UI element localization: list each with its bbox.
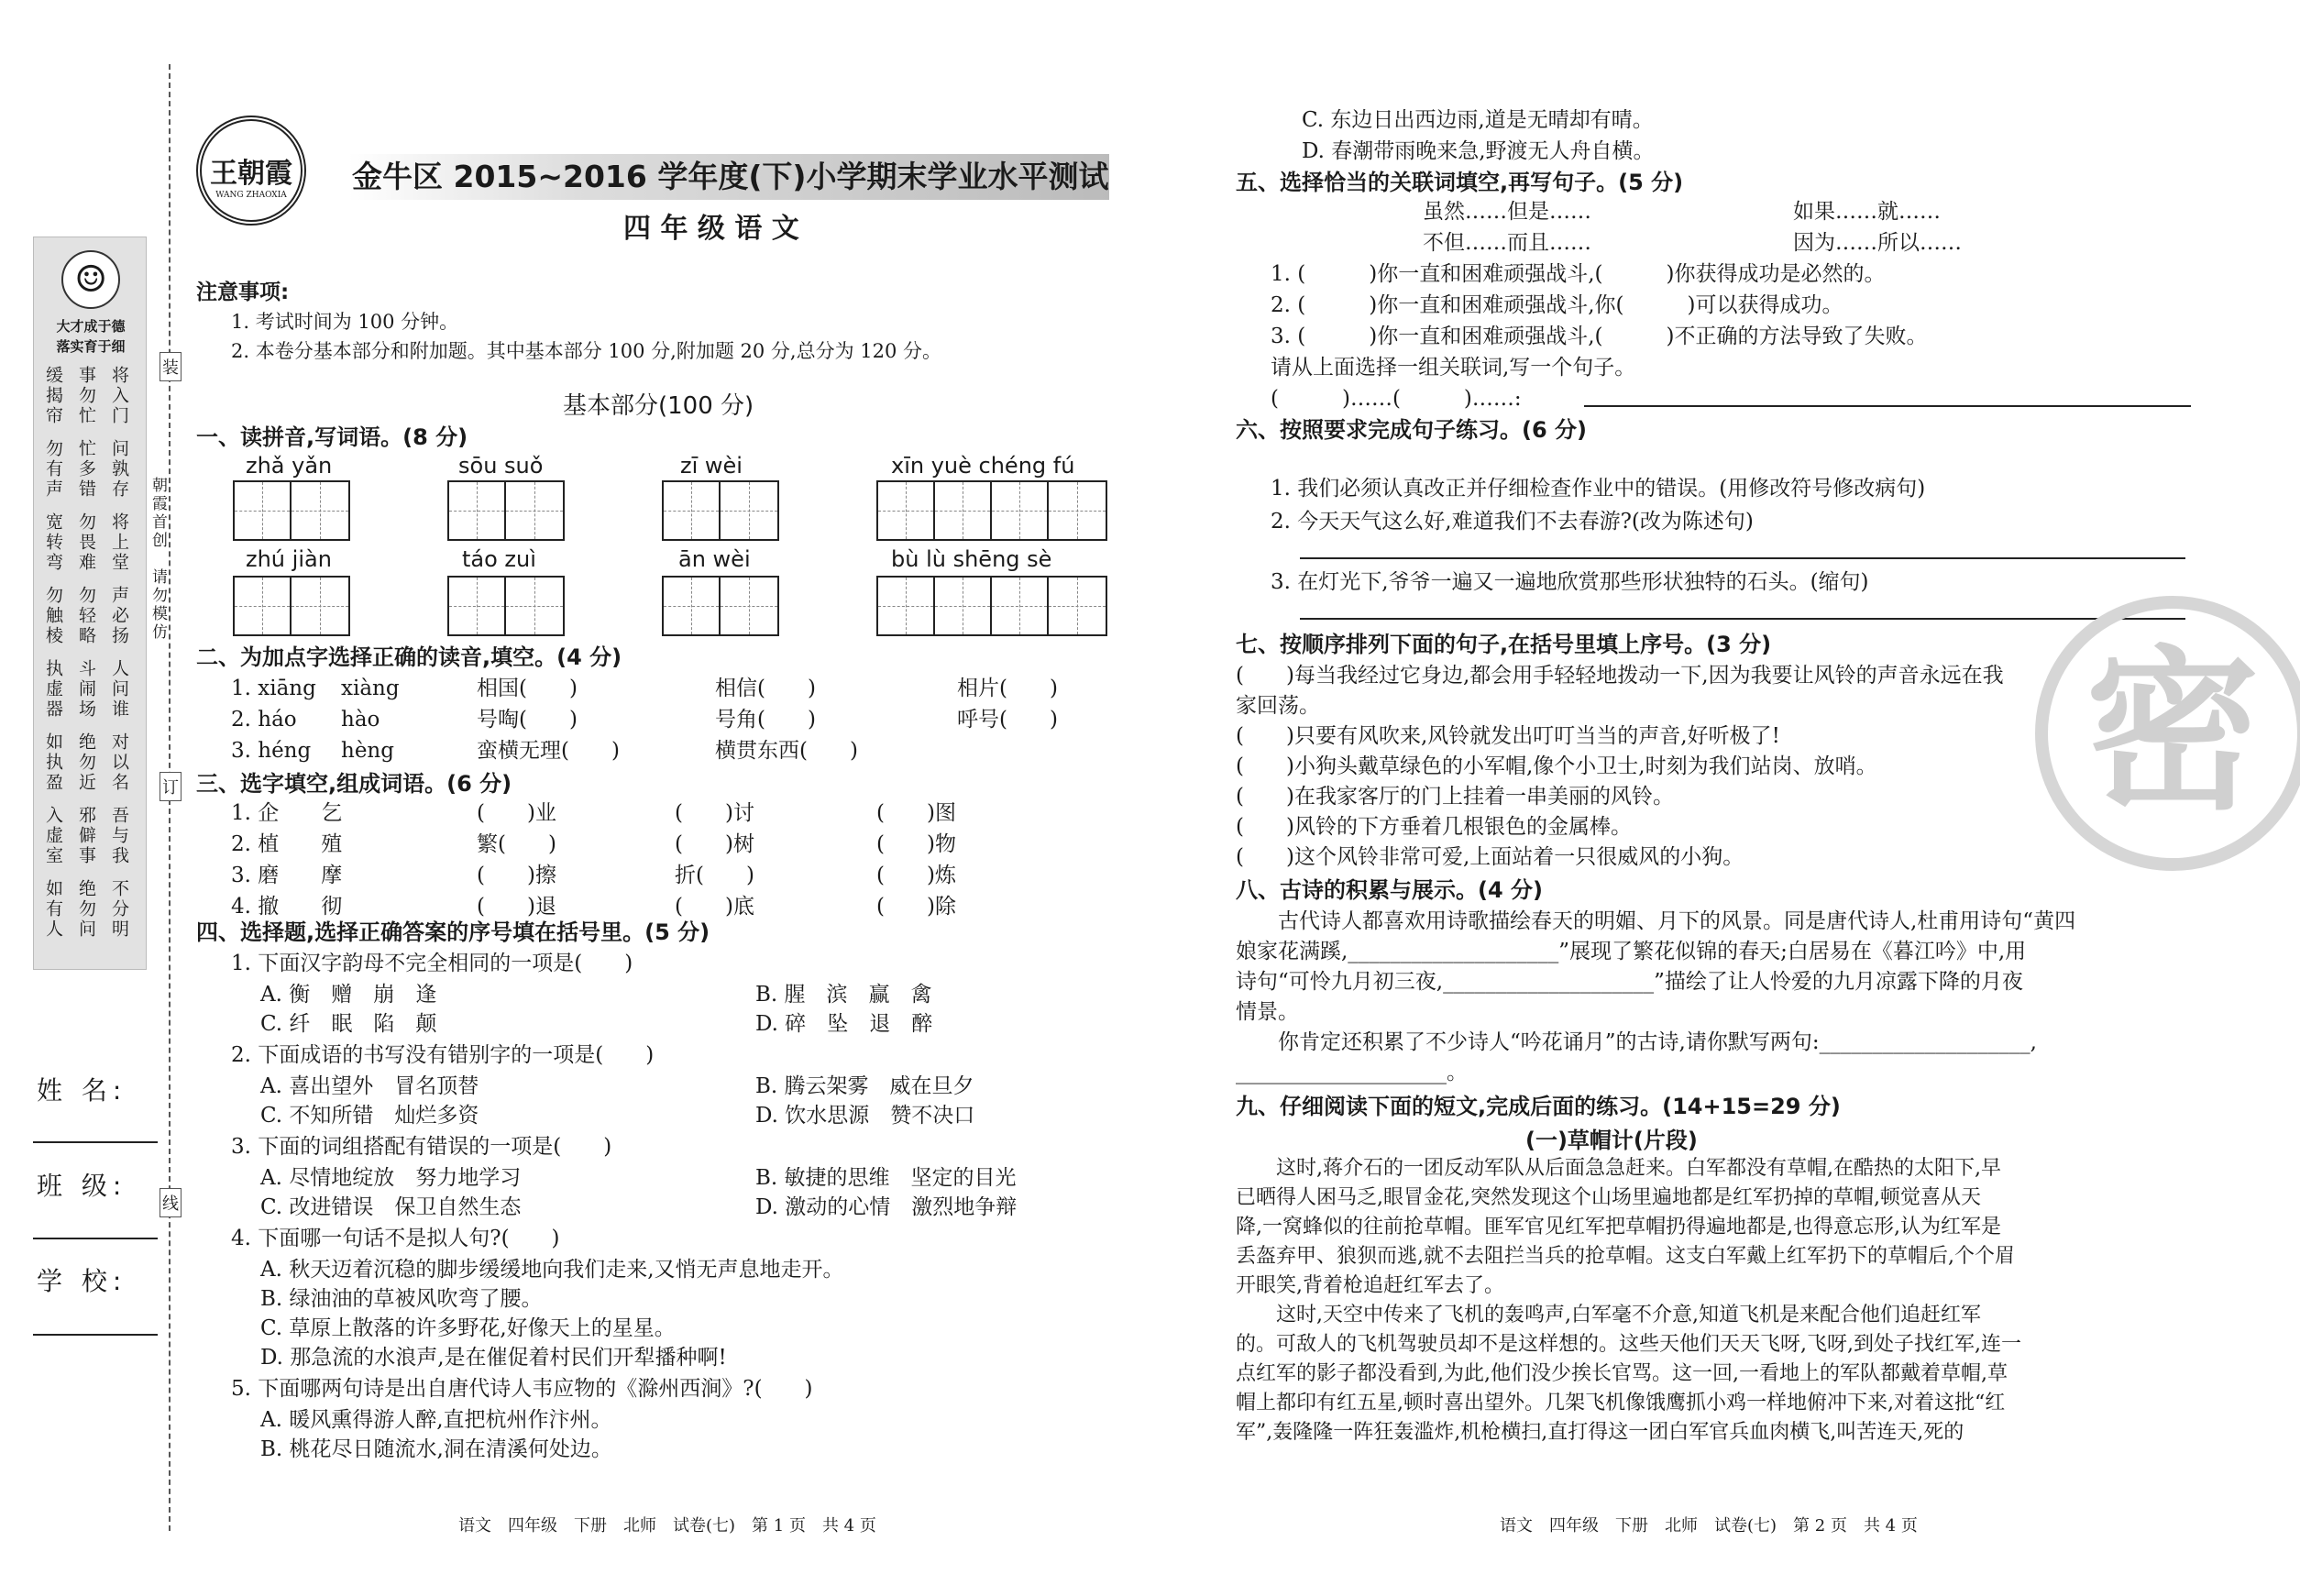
q2-title: 二、为加点字选择正确的读音,填空。(4 分) (196, 644, 622, 670)
q4-option[interactable]: C. 改进错误 保卫自然生态 (260, 1195, 522, 1219)
q1-title: 一、读拼音,写词语。(8 分) (196, 424, 468, 450)
q4-cont-d: D. 春潮带雨晚来急,野渡无人舟自横。 (1302, 139, 1655, 163)
notice-item-2: 2. 本卷分基本部分和附加题。其中基本部分 100 分,附加题 20 分,总分为 120 分。 (231, 340, 941, 362)
q1-grid-4[interactable] (876, 480, 1107, 541)
q3-title: 三、选字填空,组成词语。(6 分) (196, 771, 512, 797)
slogan-2: 落实育于细 (56, 338, 126, 355)
q9-passage-line: 这时,天空中传来了飞机的轰鸣声,白军毫不介意,知道飞机是来配合他们追赶红军 (1236, 1304, 1981, 1326)
mark-xian: 线 (160, 1188, 182, 1217)
q4-option[interactable]: B. 敏捷的思维 坚定的目光 (755, 1166, 1017, 1190)
footer-right: 语文 四年级 下册 北师 试卷(七) 第 2 页 共 4 页 (1500, 1516, 1918, 1535)
slogan-1: 大才成于德 (56, 318, 126, 335)
notice-label: 注意事项: (196, 281, 290, 304)
q4-option[interactable]: B. 腾云架雾 威在旦夕 (755, 1074, 974, 1098)
q1-grid-6[interactable] (447, 576, 565, 636)
motto-column: 缓揭帘 (43, 366, 63, 426)
logo (196, 116, 306, 226)
q7-item: ( )在我家客厅的门上挂着一串美丽的风铃。 (1236, 785, 1674, 809)
q3-cell: 3. 磨 摩 (231, 864, 343, 887)
motto-column: 绝勿问 (76, 879, 96, 940)
q5-title: 五、选择恰当的关联词填空,再写句子。(5 分) (1236, 170, 1684, 195)
q1-pinyin-3: zī wèi (680, 453, 743, 479)
q6-item-3: 3. 在灯光下,爷爷一遍又一遍地欣赏那些形状独特的石头。(缩句) (1271, 570, 1869, 594)
q4-option[interactable]: A. 尽情地绽放 努力地学习 (260, 1166, 522, 1190)
q5-conj-4: 因为……所以…… (1793, 231, 1962, 255)
q9-passage-line: 点红军的影子都没看到,为此,他们没少挨长官骂。这一回,一看地上的军队都戴着草帽,草 (1236, 1362, 2008, 1385)
motto-column: 将上堂 (109, 512, 129, 573)
q4-option[interactable]: A. 衡 赠 崩 逢 (260, 983, 437, 1007)
q2-cell: 呼号( ) (957, 708, 1058, 732)
q5-tail: 请从上面选择一组关联词,写一个句子。 (1271, 356, 1636, 380)
q6-answer-line-2[interactable] (1300, 618, 2185, 620)
q5-conj-3: 不但……而且…… (1423, 231, 1591, 255)
q7-title: 七、按顺序排列下面的句子,在括号里填上序号。(3 分) (1236, 632, 1772, 657)
q3-cell: ( )图 (876, 801, 956, 825)
motto-column: 吾与我 (109, 806, 129, 866)
q8-line: 娘家花满蹊,____________________”展现了繁花似锦的春天;白居易在《暮江吟》中,用 (1236, 940, 2027, 963)
q4-option[interactable]: A. 喜出望外 冒名顶替 (260, 1074, 479, 1098)
motto-column: 声必扬 (109, 586, 129, 646)
q4-option[interactable]: D. 激动的心情 激烈地争辩 (755, 1195, 1018, 1219)
q3-cell: ( )退 (477, 895, 556, 919)
q4-option[interactable]: D. 饮水思源 赞不决口 (755, 1104, 975, 1128)
q3-cell: 1. 企 乞 (231, 801, 343, 825)
q2-cell: 1. xiāng (231, 677, 316, 700)
q4-option[interactable]: C. 不知所错 灿烂多资 (260, 1104, 479, 1128)
name-label: 姓 名: (37, 1075, 127, 1106)
q3-cell: 折( ) (675, 864, 754, 887)
q1-grid-3[interactable] (662, 480, 779, 541)
motto-column: 不分明 (109, 879, 129, 940)
q9-passage-line: 的。可敌人的飞机驾驶员却不是这样想的。这些天他们天天飞呀,飞呀,到处子找红军,连一 (1236, 1333, 2021, 1356)
q4-option[interactable]: B. 桃花尽日随流水,洞在清溪何处边。 (260, 1437, 612, 1461)
q1-pinyin-2: sōu suǒ (458, 453, 544, 479)
q2-cell: hèng (341, 739, 394, 763)
q2-cell: 蛮横无理( ) (477, 739, 620, 763)
q7-item: 家回荡。 (1236, 694, 1320, 718)
q5-answer-line[interactable] (1584, 405, 2191, 407)
class-label: 班 级: (37, 1171, 127, 1201)
footer-left: 语文 四年级 下册 北师 试卷(七) 第 1 页 共 4 页 (458, 1516, 876, 1535)
motto-column: 忙多错 (76, 439, 96, 500)
motto-column: 宽转弯 (43, 512, 63, 573)
q2-cell: 3. héng (231, 739, 312, 763)
inner-text-1: 朝霞首创 (149, 477, 167, 550)
motto-column: 勿有声 (43, 439, 63, 500)
q4-option[interactable]: B. 绿油油的草被风吹弯了腰。 (260, 1287, 543, 1311)
motto-column: 事勿忙 (76, 366, 96, 426)
q2-cell: 相片( ) (957, 677, 1058, 700)
exam-title: 金牛区 2015~2016 学年度(下)小学期末学业水平测试 (352, 159, 1109, 194)
q7-item: ( )风铃的下方垂着几根银色的金属棒。 (1236, 815, 1632, 839)
q9-passage-line: 帽上都印有红五星,顿时喜出望外。几架飞机像饿鹰抓小鸡一样地俯冲下来,对着这批“红 (1236, 1392, 2006, 1414)
q9-passage-line: 丢盔弃甲、狼狈而逃,就不去阻拦当兵的抢草帽。这支白军戴上红军扔下的草帽后,个个眉 (1236, 1245, 2015, 1268)
q5-item-2: 2. ( )你一直和困难顽强战斗,你( )可以获得成功。 (1271, 293, 1843, 317)
q4-option[interactable]: A. 秋天迈着沉稳的脚步缓缓地向我们走来,又悄无声息地走开。 (260, 1258, 844, 1282)
q2-cell: 号啕( ) (477, 708, 578, 732)
q4-option[interactable]: C. 草原上散落的许多野花,好像天上的星星。 (260, 1316, 676, 1340)
q1-pinyin-4: xīn yuè chéng fú (891, 453, 1075, 479)
q3-cell: ( )讨 (675, 801, 754, 825)
mark-zhuang: 装 (160, 352, 182, 381)
inner-text-2: 请勿模仿 (149, 568, 167, 642)
motto-column: 人问谁 (109, 659, 129, 720)
class-field[interactable] (33, 1238, 158, 1239)
q8-line: 情景。 (1236, 1000, 1299, 1024)
motto-columns (39, 366, 142, 962)
motto-box (33, 237, 147, 970)
q4-cont-c: C. 东边日出西边雨,道是无晴却有晴。 (1302, 108, 1654, 132)
q2-cell: 2. háo (231, 708, 297, 732)
q5-item-3: 3. ( )你一直和困难顽强战斗,( )不正确的方法导致了失败。 (1271, 325, 1928, 348)
q1-pinyin-7: ān wèi (678, 546, 751, 572)
q9-subtitle: (一)草帽计(片段) (1525, 1128, 1698, 1153)
q8-line: 你肯定还积累了不少诗人“吟花诵月”的古诗,请你默写两句:____________________, (1236, 1030, 2037, 1054)
q9-title: 九、仔细阅读下面的短文,完成后面的练习。(14+15=29 分) (1236, 1094, 1841, 1119)
q4-question: 5. 下面哪两句诗是出自唐代诗人韦应物的《滁州西涧》?( ) (231, 1377, 813, 1401)
q4-title: 四、选择题,选择正确答案的序号填在括号里。(5 分) (196, 919, 710, 945)
q9-passage-line: 降,一窝蜂似的往前抢草帽。匪军官见红军把草帽扔得遍地都是,也得意忘形,认为红军是 (1236, 1216, 2001, 1238)
q2-cell: 横贯东西( ) (715, 739, 858, 763)
q7-item: ( )每当我经过它身边,都会用手轻轻地拨动一下,因为我要让风铃的声音永远在我 (1236, 664, 2004, 688)
motto-column: 执虚器 (43, 659, 63, 720)
section-basic: 基本部分(100 分) (563, 392, 754, 420)
q1-grid-7[interactable] (662, 576, 779, 636)
q1-pinyin-6: táo zuì (462, 546, 536, 572)
q9-passage-line: 这时,蒋介石的一团反动军队从后面急急赶来。白军都没有草帽,在酷热的太阳下,早 (1236, 1157, 2001, 1180)
q3-cell: ( )炼 (876, 864, 956, 887)
motto-column: 将入门 (109, 366, 129, 426)
motto-column: 如执盈 (43, 732, 63, 793)
q4-question: 3. 下面的词组搭配有错误的一项是( ) (231, 1135, 612, 1159)
q9-passage-line: 开眼笑,背着枪追赶红军去了。 (1236, 1274, 1504, 1297)
q4-option[interactable]: D. 那急流的水浪声,是在催促着村民们开犁播种啊! (260, 1346, 727, 1370)
mark-ding: 订 (160, 772, 182, 801)
q5-conj-1: 虽然……但是…… (1423, 200, 1591, 224)
notice-item-1: 1. 考试时间为 100 分钟。 (231, 311, 459, 333)
q3-cell: ( )物 (876, 832, 956, 856)
q5-blank: ( )……( )……: (1271, 387, 1522, 411)
q3-cell: 繁( ) (477, 832, 556, 856)
q4-question: 4. 下面哪一句话不是拟人句?( ) (231, 1227, 560, 1250)
motto-column: 勿轻略 (76, 586, 96, 646)
q7-item: ( )小狗头戴草绿色的小军帽,像个小卫士,时刻为我们站岗、放哨。 (1236, 754, 1877, 778)
q3-cell: ( )擦 (477, 864, 556, 887)
q1-grid-1[interactable] (233, 480, 350, 541)
q8-line: ____________________。 (1236, 1061, 1468, 1084)
q3-cell: ( )底 (675, 895, 754, 919)
q3-cell: ( )除 (876, 895, 956, 919)
q6-item-1: 1. 我们必须认真改正并仔细检查作业中的错误。(用修改符号修改病句) (1271, 477, 1926, 501)
q1-pinyin-5: zhú jiàn (246, 546, 332, 572)
q3-cell: ( )业 (477, 801, 556, 825)
q9-passage-line: 军”,轰隆隆一阵狂轰滥炸,机枪横扫,直打得这一团白军官兵血肉横飞,叫苦连天,死的 (1236, 1421, 1964, 1444)
q1-pinyin-8: bù lù shēng sè (891, 546, 1052, 572)
motto-column: 勿触棱 (43, 586, 63, 646)
q4-option[interactable]: D. 碎 坠 退 醉 (755, 1012, 933, 1036)
motto-column: 问孰存 (109, 439, 129, 500)
q1-grid-8[interactable] (876, 576, 1107, 636)
q2-cell: xiàng (341, 677, 400, 700)
q8-line: 诗句“可怜九月初三夜,____________________”描绘了让人怜爱的九月凉露下降的月夜 (1236, 970, 2023, 994)
q8-line: 古代诗人都喜欢用诗歌描绘春天的明媚、月下的风景。同是唐代诗人,杜甫用诗句“黄四 (1236, 909, 2076, 933)
exam-subtitle: 四 年 级 语 文 (623, 213, 799, 245)
q6-item-2: 2. 今天天气这么好,难道我们不去春游?(改为陈述句) (1271, 510, 1754, 534)
q4-question: 2. 下面成语的书写没有错别字的一项是( ) (231, 1043, 655, 1067)
q4-option[interactable]: A. 暖风熏得游人醉,直把杭州作汴州。 (260, 1408, 612, 1432)
school-label: 学 校: (37, 1266, 127, 1296)
q4-option[interactable]: C. 纤 眠 陷 颠 (260, 1012, 437, 1036)
mascot-icon: ☺ (61, 250, 120, 309)
q8-title: 八、古诗的积累与展示。(4 分) (1236, 877, 1543, 903)
school-field[interactable] (33, 1334, 158, 1336)
q1-pinyin-1: zhǎ yǎn (246, 453, 333, 479)
q4-option[interactable]: B. 腥 滨 赢 禽 (755, 983, 932, 1007)
q2-cell: 相信( ) (715, 677, 816, 700)
motto-column: 绝勿近 (76, 732, 96, 793)
q3-cell: ( )树 (675, 832, 754, 856)
motto-column: 入虚室 (43, 806, 63, 866)
q7-item: ( )这个风铃非常可爱,上面站着一只很威风的小狗。 (1236, 845, 1744, 869)
q9-passage-line: 已晒得人困马乏,眼冒金花,突然发现这个山场里遍地都是红军扔掉的草帽,顿觉喜从天 (1236, 1186, 1981, 1209)
motto-column: 如有人 (43, 879, 63, 940)
motto-column: 对以名 (109, 732, 129, 793)
q4-question: 1. 下面汉字韵母不完全相同的一项是( ) (231, 952, 633, 975)
q2-cell: 相国( ) (477, 677, 578, 700)
q7-item: ( )只要有风吹来,风铃就发出叮叮当当的声音,好听极了! (1236, 724, 1780, 748)
q5-conj-2: 如果……就…… (1793, 200, 1941, 224)
confidential-seal: 密 (2035, 596, 2300, 871)
q2-cell: 号角( ) (715, 708, 816, 732)
q1-grid-2[interactable] (447, 480, 565, 541)
logo-sub: WANG ZHAOXIA (215, 191, 287, 200)
q6-answer-line-1[interactable] (1300, 557, 2185, 559)
motto-column: 邪僻事 (76, 806, 96, 866)
q2-cell: hào (341, 708, 380, 732)
q3-cell: 2. 植 殖 (231, 832, 343, 856)
q5-item-1: 1. ( )你一直和困难顽强战斗,( )你获得成功是必然的。 (1271, 262, 1886, 286)
motto-column: 勿畏难 (76, 512, 96, 573)
motto-column: 斗闹场 (76, 659, 96, 720)
q6-title: 六、按照要求完成句子练习。(6 分) (1236, 417, 1587, 443)
q1-grid-5[interactable] (233, 576, 350, 636)
logo-text: 王朝霞 (210, 158, 292, 190)
q3-cell: 4. 撤 彻 (231, 895, 343, 919)
name-field[interactable] (33, 1141, 158, 1143)
